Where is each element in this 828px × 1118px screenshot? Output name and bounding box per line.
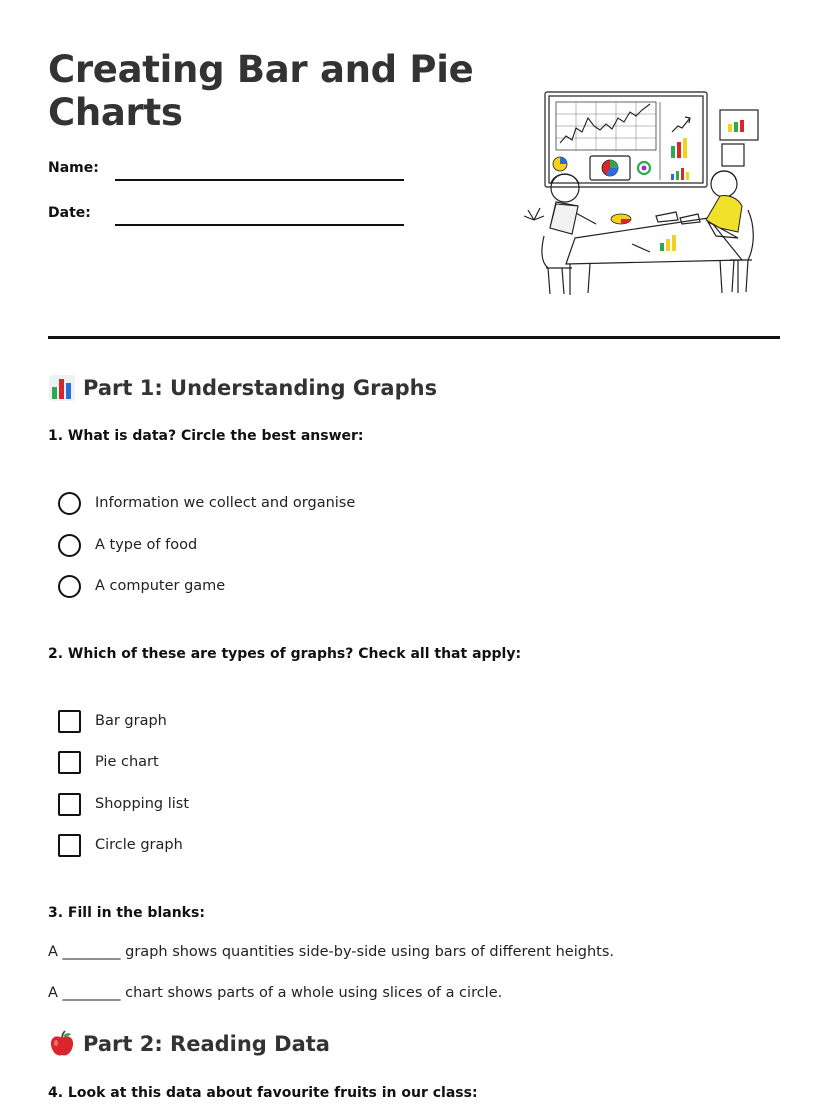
- header-divider: [48, 336, 780, 339]
- fill-blank-line-1[interactable]: A ________ graph shows quantities side-by-side using bars of different heights.: [48, 944, 614, 960]
- part2-heading-text: Part 2: Reading Data: [83, 1032, 330, 1056]
- page-title: Creating Bar and Pie Charts: [48, 48, 474, 134]
- checkbox[interactable]: [58, 751, 81, 774]
- q1-option-2[interactable]: [58, 533, 197, 557]
- date-input-line[interactable]: [115, 224, 404, 226]
- date-label: Date:: [48, 205, 91, 221]
- option-label: Pie chart: [95, 754, 159, 770]
- q2-option-2[interactable]: [58, 750, 159, 774]
- radio-circle[interactable]: [58, 492, 81, 515]
- option-label: Circle graph: [95, 837, 183, 853]
- fill-blank-line-2[interactable]: A ________ chart shows parts of a whole using slices of a circle.: [48, 985, 503, 1001]
- q1-option-3[interactable]: [58, 574, 225, 598]
- bar-chart-icon: [48, 374, 76, 402]
- checkbox[interactable]: [58, 710, 81, 733]
- part1-heading: [48, 374, 437, 402]
- part2-heading: [48, 1030, 330, 1058]
- question-3: 3. Fill in the blanks:: [48, 905, 205, 921]
- option-label: Information we collect and organise: [95, 495, 356, 511]
- apple-icon: [48, 1030, 76, 1058]
- option-label: Bar graph: [95, 713, 167, 729]
- option-label: A type of food: [95, 537, 198, 553]
- radio-circle[interactable]: [58, 575, 81, 598]
- option-label: Shopping list: [95, 796, 190, 812]
- checkbox[interactable]: [58, 834, 81, 857]
- q2-option-1[interactable]: [58, 709, 167, 733]
- checkbox[interactable]: [58, 793, 81, 816]
- part1-heading-text: Part 1: Understanding Graphs: [83, 376, 438, 400]
- q2-option-3[interactable]: [58, 792, 189, 816]
- question-4: 4. Look at this data about favourite fruits in our class:: [48, 1085, 478, 1101]
- name-input-line[interactable]: [115, 179, 404, 181]
- radio-circle[interactable]: [58, 534, 81, 557]
- q2-option-4[interactable]: [58, 833, 183, 857]
- question-2: 2. Which of these are types of graphs? Check all that apply:: [48, 646, 522, 662]
- option-label: A computer game: [95, 578, 226, 594]
- question-1: 1. What is data? Circle the best answer:: [48, 428, 364, 444]
- classroom-charts-illustration: [520, 88, 765, 300]
- name-label: Name:: [48, 160, 99, 176]
- q1-option-1[interactable]: [58, 491, 355, 515]
